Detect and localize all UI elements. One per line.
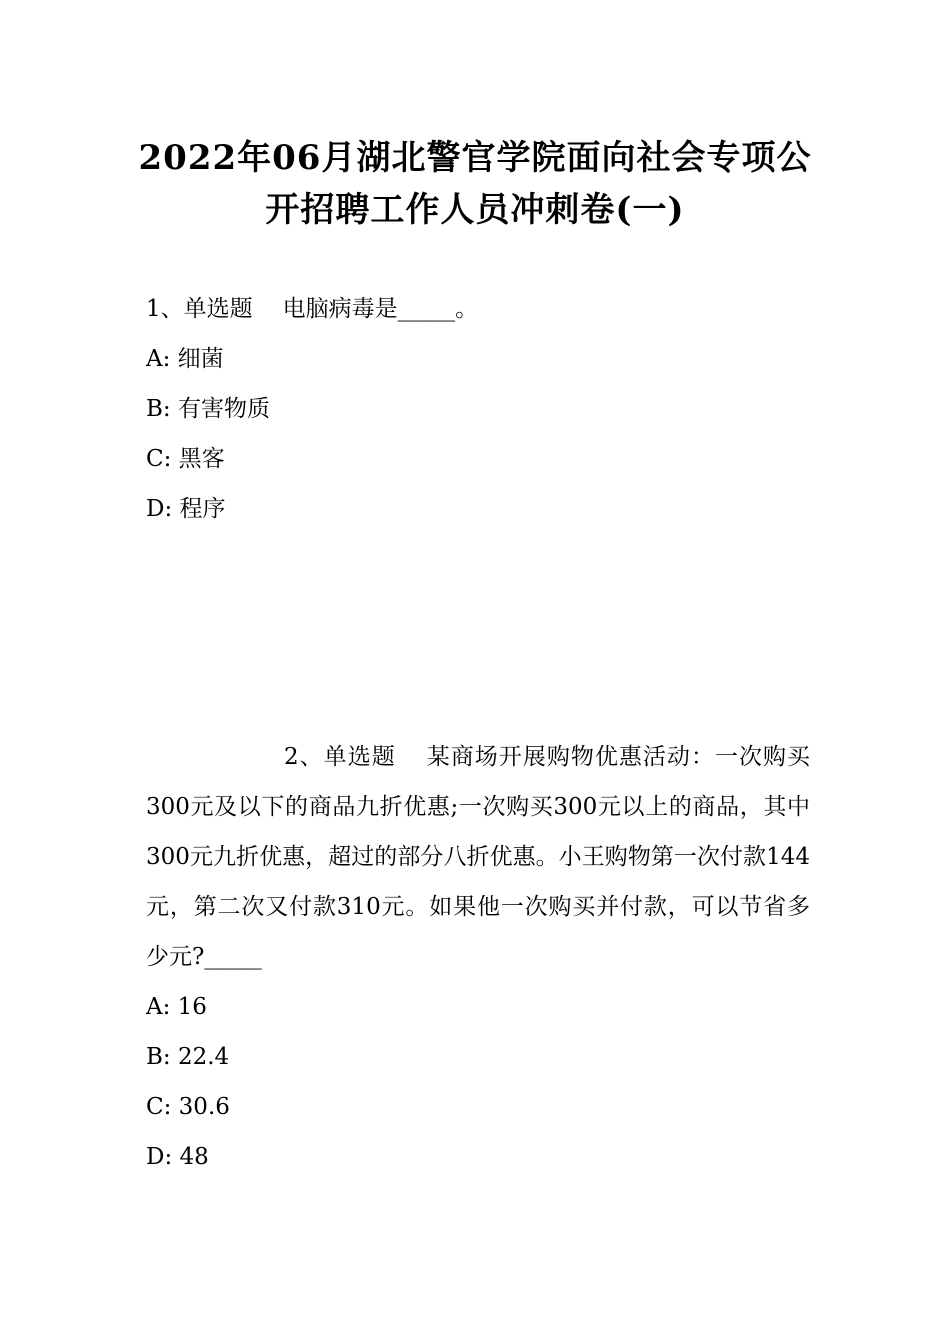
option-d[interactable] [146,1132,810,1182]
question-1 [146,284,810,534]
page-title [120,132,830,236]
option-a[interactable] [146,334,810,384]
option-text: 16 [177,994,207,1020]
option-text: 30.6 [178,1094,230,1120]
option-text: 程序 [179,496,226,522]
question-type: 单选题 [323,744,396,770]
option-b[interactable] [146,1032,810,1082]
option-label: C: [146,1094,172,1120]
option-text: 细菌 [177,346,224,372]
option-c[interactable] [146,434,810,484]
question-number: 2、 [284,744,324,770]
option-a[interactable] [146,982,810,1032]
answer-blank: _____ [204,944,262,970]
option-text: 有害物质 [177,396,270,422]
option-b[interactable] [146,384,810,434]
title-line-2: 开招聘工作人员冲刺卷(一) [265,190,685,230]
option-c[interactable] [146,1082,810,1132]
question-number: 1、 [146,296,184,322]
question-text: 某商场开展购物优惠活动：一次购买300元及以下的商品九折优惠;一次购买300元以上的商品，其中300元九折优惠，超过的部分八折优惠。小王购物第一次付款144元，第二次又付款310元。如果他一次购买并付款，可以节省多少元? [146,744,811,970]
title-line-1: 2022年06月湖北警官学院面向社会专项公 [138,138,812,178]
question-type: 单选题 [183,296,253,322]
option-label: B: [146,396,171,422]
option-label: C: [146,446,172,472]
option-label: A: [146,346,171,372]
question-text: 电脑病毒是 [282,296,398,322]
option-label: B: [146,1044,171,1070]
option-label: A: [146,994,171,1020]
option-text: 22.4 [177,1044,230,1070]
option-label: D: [146,1144,173,1170]
question-stem [146,284,810,334]
option-text: 黑客 [178,446,225,472]
option-text: 48 [179,1144,209,1170]
option-label: D: [146,496,173,522]
question-2 [146,732,810,1182]
option-d[interactable] [146,484,810,534]
question-stem [146,732,810,982]
answer-blank: _____。 [397,296,479,322]
